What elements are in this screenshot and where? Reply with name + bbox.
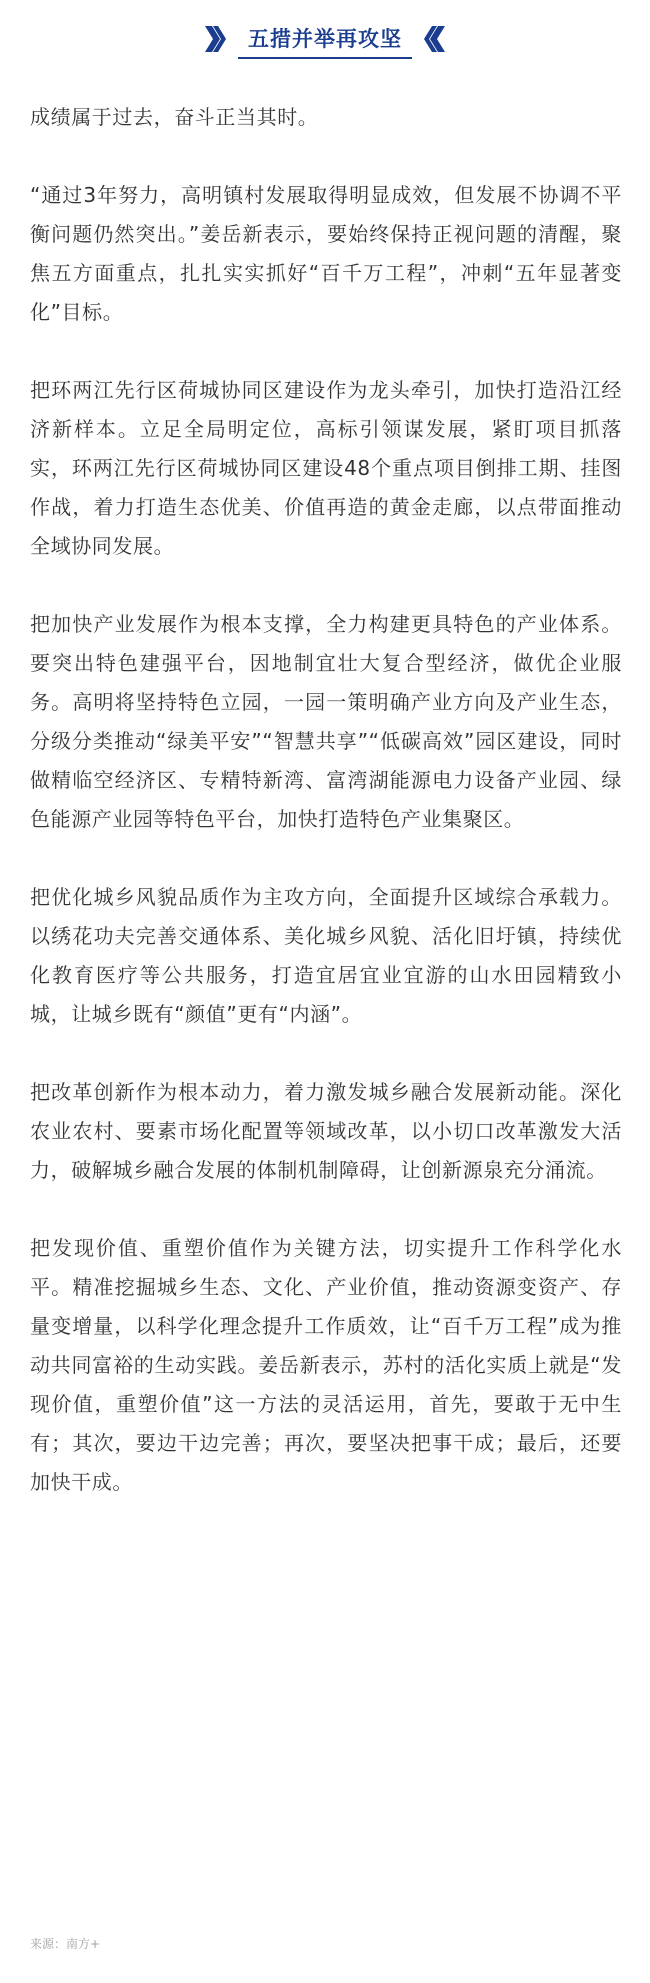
paragraph-measure-1: 把环两江先行区荷城协同区建设作为龙头牵引，加快打造沿江经济新样本。立足全局明定位，高标引领谋发展，紧盯项目抓落实，环两江先行区荷城协同区建设48个重点项目倒排工期、挂图作战，着力打造生态优美、价值再造的黄金走廊，以点带面推动全域协同发展。: [30, 378, 622, 558]
article-body: [30, 98, 622, 1502]
paragraph-measure-5: 把发现价值、重塑价值作为关键方法，切实提升工作科学化水平。精准挖掘城乡生态、文化、产业价值，推动资源变资产、存量变增量，以科学化理念提升工作质效，让“百千万工程”成为推动共同富裕的生动实践。姜岳新表示，苏村的活化实质上就是“发现价值，重塑价值”这一方法的灵活运用，首先，要敢于无中生有；其次，要边干边完善；再次，要坚决把事干成；最后，还要加快干成。: [30, 1236, 622, 1494]
paragraph-quote: “通过3年努力，高明镇村发展取得明显成效，但发展不协调不平衡问题仍然突出。”姜岳新表示，要始终保持正视问题的清醒，聚焦五方面重点，扎扎实实抓好“百千万工程”，冲刺“五年显著变化”目标。: [30, 183, 622, 324]
source-credit: 来源：南方+: [30, 1937, 101, 1951]
section-header: [0, 14, 650, 64]
paragraph-measure-3: 把优化城乡风貌品质作为主攻方向，全面提升区域综合承载力。以绣花功夫完善交通体系、美化城乡风貌、活化旧圩镇，持续优化教育医疗等公共服务，打造宜居宜业宜游的山水田园精致小城，让城乡既有“颜值”更有“内涵”。: [30, 885, 622, 1026]
chevron-double-left-icon: [423, 26, 445, 52]
chevron-double-right-icon: [205, 26, 227, 52]
paragraph-measure-4: 把改革创新作为根本动力，着力激发城乡融合发展新动能。深化农业农村、要素市场化配置等领域改革，以小切口改革激发大活力，破解城乡融合发展的体制机制障碍，让创新源泉充分涌流。: [30, 1080, 622, 1182]
paragraph-intro: 成绩属于过去，奋斗正当其时。: [30, 105, 319, 129]
section-title: 五措并举再攻坚: [238, 21, 412, 59]
paragraph-measure-2: 把加快产业发展作为根本支撑，全力构建更具特色的产业体系。要突出特色建强平台，因地制宜壮大复合型经济，做优企业服务。高明将坚持特色立园，一园一策明确产业方向及产业生态，分级分类推动“绿美平安”“智慧共享”“低碳高效”园区建设，同时做精临空经济区、专精特新湾、富湾湖能源电力设备产业园、绿色能源产业园等特色平台，加快打造特色产业集聚区。: [30, 612, 622, 831]
